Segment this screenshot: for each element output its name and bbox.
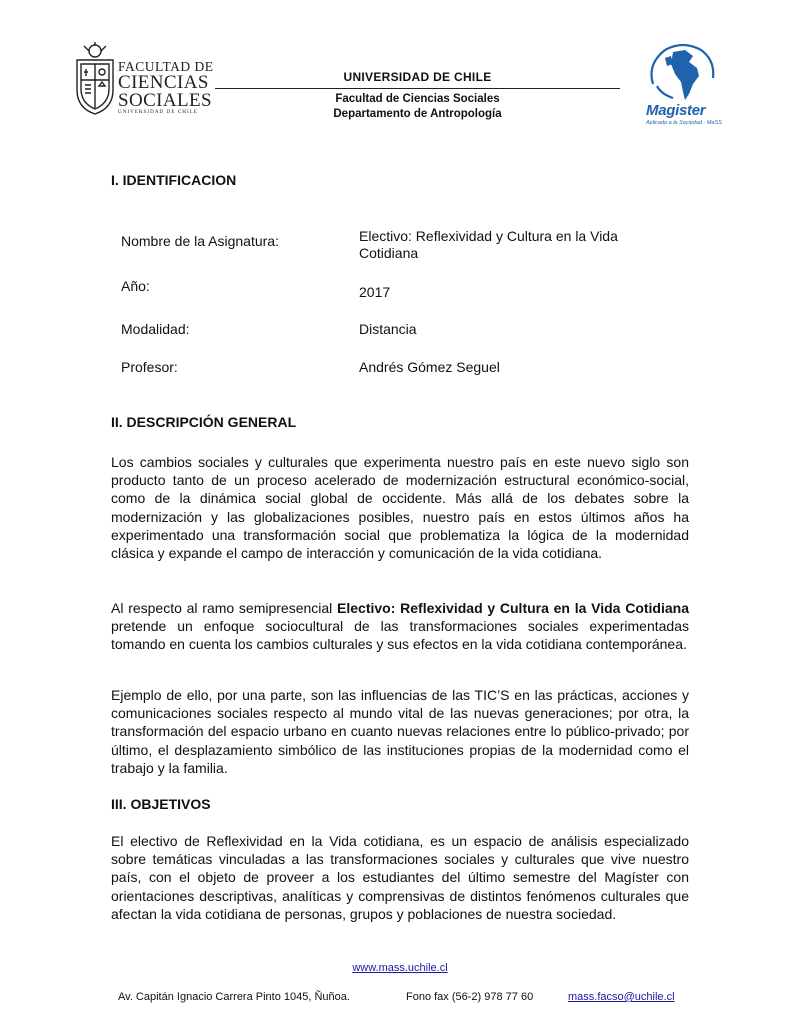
descripcion-paragraph-1: Los cambios sociales y culturales que experimenta nuestro país en este nuevo siglo son producto tanto de un proceso acelerado de modernización estructural económico-social, como de la dinámica social global de occidente. Más allá de los debates sobre la modernización y las globalizaciones posibles, nuestro país en estos últimos años ha experimentado una transformación social que problematiza la lógica de la modernidad clásica y expande el campo de interacción y comunicación de la vida cotidiana. <box>111 454 689 562</box>
label-nombre-asignatura: Nombre de la Asignatura: <box>121 233 279 249</box>
logo-line-facultad: FACULTAD DE <box>118 59 214 74</box>
department-name: Departamento de Antropología <box>333 108 502 120</box>
descripcion-paragraph-3: Ejemplo de ello, por una parte, son las influencias de las TIC’S en las prácticas, acciones y comunicaciones sociales respecto al mundo vital de las nuevas generaciones; por otra, la transformación del espacio urbano en cuanto nuevas relaciones entre lo público-privado; por último, el desplazamiento simbólico de las instituciones propias de la modernidad como el trabajo y la familia. <box>111 687 689 776</box>
footer-email-link[interactable]: mass.facso@uchile.cl <box>568 991 675 1003</box>
footer-phone: Fono fax (56-2) 978 77 60 <box>406 991 534 1003</box>
magister-wordmark: Magister <box>646 102 706 119</box>
value-nombre-asignatura <box>359 228 618 262</box>
header-divider <box>215 88 620 89</box>
university-title: UNIVERSIDAD DE CHILE <box>343 70 492 84</box>
descripcion-p2-start: Al respecto al ramo semipresencial <box>111 600 338 616</box>
facultad-logo <box>74 42 214 116</box>
faculty-department <box>215 92 620 122</box>
faculty-name: Facultad de Ciencias Sociales <box>335 93 500 105</box>
logo-line-universidad: UNIVERSIDAD DE CHILE <box>118 110 199 115</box>
magister-logo <box>643 42 725 132</box>
value-nombre-line1: Electivo: Reflexividad y Cultura en la Vida <box>359 228 618 244</box>
americas-globe-icon <box>643 42 725 104</box>
magister-tagline: Aplicado a la Sociedad · MaSS <box>646 120 722 126</box>
label-anio: Año: <box>121 278 150 294</box>
university-crest-icon <box>74 42 116 116</box>
value-profesor: Andrés Gómez Seguel <box>359 359 500 375</box>
descripcion-p2-end: pretende un enfoque sociocultural de las transformaciones sociales experimentadas tomando en cuenta los cambios culturales y sus efectos en la vida cotidiana contemporánea. <box>111 618 689 653</box>
descripcion-paragraph-2 <box>111 599 689 654</box>
label-profesor: Profesor: <box>121 359 178 375</box>
logo-line-sociales: SOCIALES <box>118 90 212 111</box>
label-modalidad: Modalidad: <box>121 321 190 337</box>
section-heading-objetivos: III. OBJETIVOS <box>111 796 211 812</box>
value-modalidad: Distancia <box>359 321 417 337</box>
section-heading-descripcion: II. DESCRIPCIÓN GENERAL <box>111 414 297 430</box>
logo-line-ciencias: CIENCIAS <box>118 72 209 93</box>
objetivos-paragraph-1: El electivo de Reflexividad en la Vida cotidiana, es un espacio de análisis especializado sobre temáticas vinculadas a las transformaciones sociales y culturales que vive nuestro país, con el objeto de proveer a los estudiantes del último semestre del Magíster con orientaciones descriptivas, analíticas y comprensivas de distintos fenómenos culturales que afectan la vida cotidiana de personas, grupos y poblaciones de nuestra sociedad. <box>111 833 689 922</box>
value-anio: 2017 <box>359 284 391 300</box>
footer-website-link[interactable]: www.mass.uchile.cl <box>352 962 448 974</box>
value-nombre-line2: Cotidiana <box>359 245 419 261</box>
footer-address: Av. Capitán Ignacio Carrera Pinto 1045, Ñuñoa. <box>118 991 350 1003</box>
section-heading-identificacion: I. IDENTIFICACION <box>111 172 237 188</box>
course-name-bold: Electivo: Reflexividad y Cultura en la Vida Cotidiana <box>337 600 689 616</box>
